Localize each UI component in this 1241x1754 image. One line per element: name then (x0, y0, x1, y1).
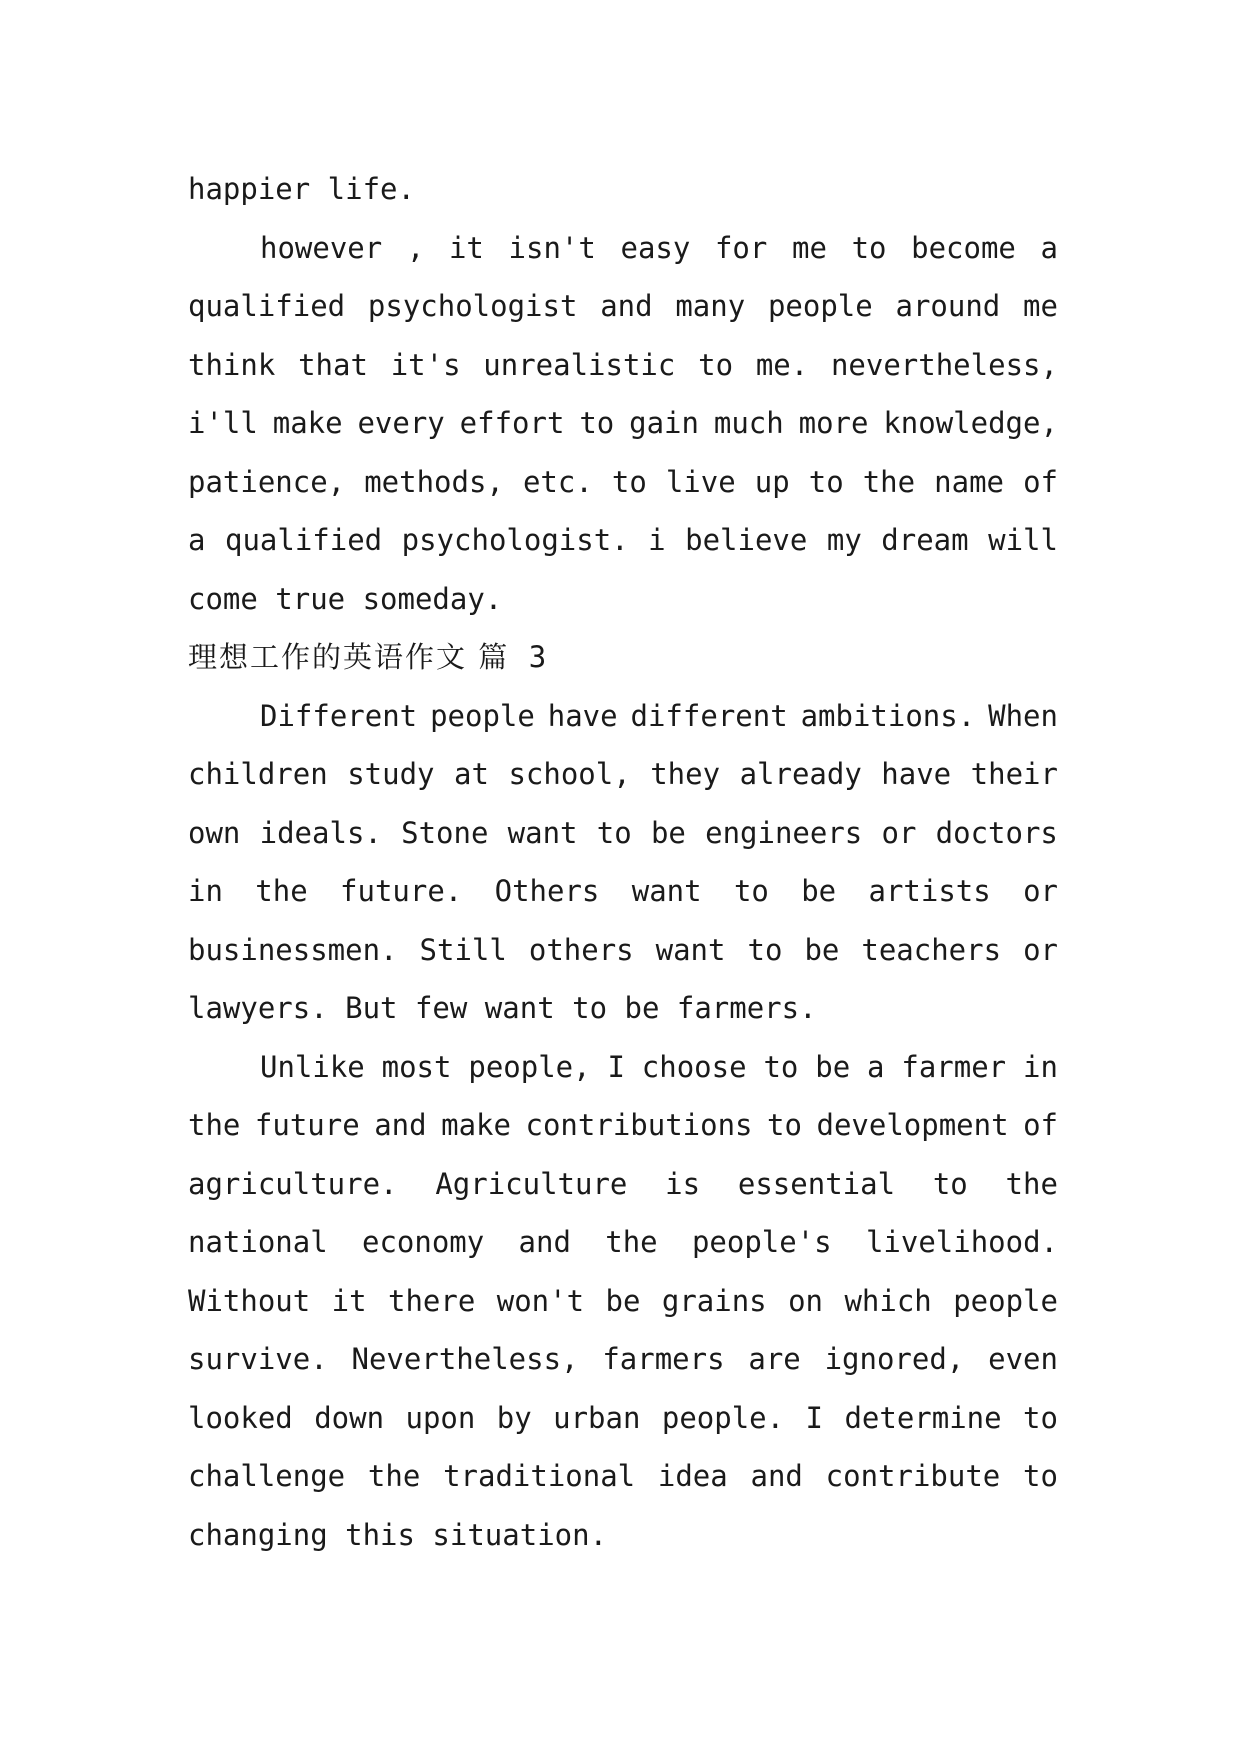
word: to (763, 1049, 799, 1084)
word: looked (188, 1400, 293, 1435)
word: want (631, 874, 702, 908)
word: contributions (525, 1108, 753, 1142)
word: believe (685, 523, 808, 557)
word: determine (844, 1400, 1002, 1435)
word: others (528, 932, 634, 967)
word: to (851, 230, 887, 265)
word: be (605, 1283, 641, 1318)
word: up (754, 464, 790, 499)
word: that (298, 347, 368, 382)
text-line (188, 921, 1058, 980)
word: study (347, 757, 435, 791)
word: own (188, 815, 241, 850)
word: the (188, 1108, 241, 1142)
word: qualified (224, 523, 383, 557)
word: artists (868, 874, 991, 908)
word: the (255, 874, 308, 908)
word: it (331, 1283, 367, 1318)
word: people. (661, 1400, 785, 1435)
word: to (767, 1108, 802, 1142)
word: be (801, 874, 837, 908)
word: in (1023, 1049, 1058, 1084)
word: Stone (401, 815, 489, 850)
word: development (816, 1108, 1009, 1142)
word: on (788, 1283, 823, 1318)
word: have (547, 698, 618, 733)
word: is (665, 1166, 701, 1201)
word: school, (508, 757, 631, 791)
word: patience, (188, 464, 346, 499)
word: knowledge, (883, 406, 1058, 440)
word: nevertheless, (830, 347, 1058, 382)
text-line (188, 1155, 1058, 1214)
word: to (1023, 1459, 1058, 1493)
word: are (748, 1342, 801, 1376)
word: and (518, 1225, 571, 1259)
word: psychologist. (401, 523, 629, 557)
word: teachers (861, 932, 1002, 967)
word: different (630, 698, 788, 733)
word: gain (629, 406, 699, 440)
word: , (406, 230, 425, 265)
text-line (188, 277, 1058, 336)
word: won't (496, 1283, 585, 1318)
text-line (188, 862, 1058, 921)
word: qualified (188, 289, 346, 323)
word: many (675, 289, 746, 323)
word: think (188, 347, 276, 382)
word: choose (641, 1049, 747, 1084)
word: contribute (825, 1459, 1001, 1493)
text-line: lawyers. But few want to be farmers. (188, 991, 817, 1025)
word: they (650, 757, 721, 791)
word: grains (661, 1283, 767, 1318)
word: the (605, 1225, 658, 1259)
word: urban (553, 1400, 641, 1435)
word: Without (188, 1283, 311, 1318)
word: and (750, 1459, 803, 1493)
word: ambitions. (800, 698, 976, 733)
word: the (367, 1459, 421, 1493)
word: a (1040, 230, 1058, 265)
word: which (844, 1283, 932, 1318)
word: dream (881, 523, 969, 557)
text-line (188, 1213, 1058, 1272)
word: survive. (188, 1342, 328, 1376)
word: make (272, 406, 343, 440)
word: to (932, 1166, 968, 1201)
word: future. (340, 874, 463, 908)
word: people (767, 289, 873, 323)
word: traditional (443, 1459, 636, 1493)
word: ideals. (259, 815, 382, 850)
text-line (188, 1330, 1058, 1389)
text-line (188, 1096, 1058, 1155)
word: most (381, 1049, 452, 1084)
word: their (970, 757, 1058, 791)
text-line (188, 804, 1058, 863)
word: easy (620, 230, 691, 265)
word: livelihood. (865, 1225, 1058, 1259)
word: When (988, 698, 1058, 733)
text-line: changing this situation. (188, 1517, 608, 1552)
word: in (188, 874, 223, 908)
word: economy (362, 1225, 485, 1259)
text-line (188, 687, 1058, 746)
word: much (713, 406, 784, 440)
word: will (988, 523, 1058, 557)
word: of (1023, 464, 1058, 499)
word: have (881, 757, 952, 791)
word: people, (468, 1049, 591, 1084)
word: agriculture. (188, 1166, 398, 1201)
word: even (988, 1342, 1058, 1376)
text-line (188, 1272, 1058, 1331)
word: at (454, 757, 489, 791)
section-heading-title: 理想工作的英语作文 (188, 640, 468, 674)
word: and (600, 289, 653, 323)
word: I (805, 1400, 823, 1435)
word: Others (494, 874, 600, 908)
word: to (579, 406, 615, 440)
word: etc. (522, 464, 593, 499)
word: and (374, 1108, 427, 1142)
text-line (188, 1389, 1058, 1448)
word: engineers (705, 815, 863, 850)
text-line (188, 1447, 1058, 1506)
word: psychologist (367, 289, 578, 323)
word: to (698, 347, 734, 382)
text-line (188, 745, 1058, 804)
word: future (254, 1108, 360, 1142)
word: make (441, 1108, 511, 1142)
word: or (1023, 932, 1058, 967)
word: I (607, 1049, 625, 1084)
text-line: happier life. (188, 172, 415, 206)
word: Unlike (260, 1049, 365, 1084)
word: down (314, 1400, 385, 1435)
text-line (188, 394, 1058, 453)
word: my (826, 523, 862, 557)
word: farmers (602, 1342, 725, 1376)
word: a (867, 1049, 885, 1084)
word: idea (657, 1459, 728, 1493)
word: farmer (901, 1049, 1007, 1084)
word: challenge (188, 1459, 346, 1493)
word: unrealistic (483, 347, 676, 382)
word: businessmen. (188, 932, 398, 967)
word: name (934, 464, 1005, 499)
word: it's (390, 347, 461, 382)
text-line (188, 453, 1058, 512)
word: children (188, 757, 328, 791)
word: live (665, 464, 736, 499)
word: or (881, 815, 917, 850)
word: people's (691, 1225, 832, 1259)
word: there (388, 1283, 476, 1318)
word: ignored, (824, 1342, 965, 1376)
word: me. (755, 347, 809, 382)
word: be (815, 1049, 851, 1084)
word: people (953, 1283, 1058, 1318)
word: the (1005, 1166, 1058, 1201)
word: or (1023, 874, 1058, 908)
word: upon (405, 1400, 476, 1435)
word: every (357, 406, 445, 440)
word: Different (260, 698, 418, 733)
word: me (792, 230, 827, 265)
text-line (188, 336, 1058, 395)
word: to (808, 464, 844, 499)
document-body (188, 160, 1058, 1564)
word: want (655, 932, 726, 967)
word: become (911, 230, 1016, 265)
word: be (650, 815, 686, 850)
word: a (188, 523, 206, 557)
text-line (188, 1038, 1058, 1097)
word: the (862, 464, 916, 499)
text-line (188, 219, 1058, 278)
word: methods, (364, 464, 504, 499)
word: it (448, 230, 484, 265)
word: to (596, 815, 632, 850)
section-heading (188, 628, 1058, 687)
word: national (188, 1225, 328, 1259)
word: be (804, 932, 840, 967)
word: by (496, 1400, 532, 1435)
word: effort (459, 406, 565, 440)
word: Nevertheless, (351, 1342, 579, 1376)
word: me (1023, 289, 1058, 323)
word: want (507, 815, 578, 850)
word: i (648, 523, 666, 557)
word: Still (419, 932, 507, 967)
word: however (260, 230, 383, 265)
word: doctors (935, 815, 1058, 850)
text-line (188, 511, 1058, 570)
word: to (1023, 1400, 1058, 1435)
word: to (611, 464, 647, 499)
word: isn't (508, 230, 596, 265)
word: to (747, 932, 783, 967)
word: essential (737, 1166, 896, 1201)
word: around (895, 289, 1001, 323)
word: Agriculture (435, 1166, 628, 1201)
word: already (739, 757, 862, 791)
word: to (733, 874, 769, 908)
word: more (798, 406, 869, 440)
word: for (714, 230, 768, 265)
word: of (1023, 1108, 1058, 1142)
section-heading-number: 篇 3 (478, 640, 549, 674)
word: people (430, 698, 535, 733)
text-line: come true someday. (188, 581, 503, 616)
word: i'll (188, 406, 258, 440)
